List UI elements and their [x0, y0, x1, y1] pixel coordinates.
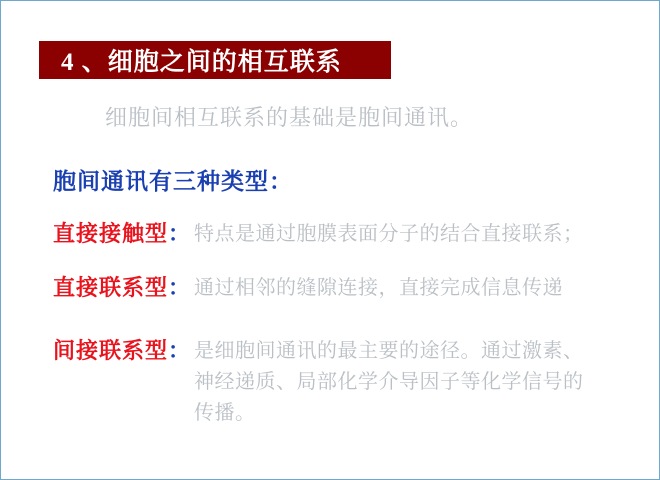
label-colon: ：: [168, 221, 191, 246]
slide-title-banner: [39, 41, 391, 79]
type-label-indirect-link: 间接联系型: [53, 338, 169, 363]
page-title: 4 、细胞之间的相互联系: [61, 49, 342, 76]
type-description-direct-link: 通过相邻的缝隙连接，直接完成信息传递: [194, 277, 564, 299]
type-label-direct-contact: 直接接触型: [53, 221, 169, 246]
type-label-direct-link: 直接联系型: [53, 275, 169, 300]
section-heading: 胞间通讯有三种类型：: [53, 169, 293, 194]
intro-text: 细胞间相互联系的基础是胞间通讯。: [105, 105, 474, 130]
list-item: [53, 219, 584, 250]
list-item: [53, 336, 594, 429]
type-description-direct-contact: 特点是通过胞膜表面分子的结合直接联系；: [194, 223, 584, 245]
label-colon: ：: [168, 338, 191, 363]
list-item: [53, 273, 563, 304]
label-colon: ：: [168, 275, 191, 300]
type-description-indirect-link: 是细胞间通讯的最主要的途径。通过激素、神经递质、局部化学介导因子等化学信号的传播。: [194, 340, 584, 424]
